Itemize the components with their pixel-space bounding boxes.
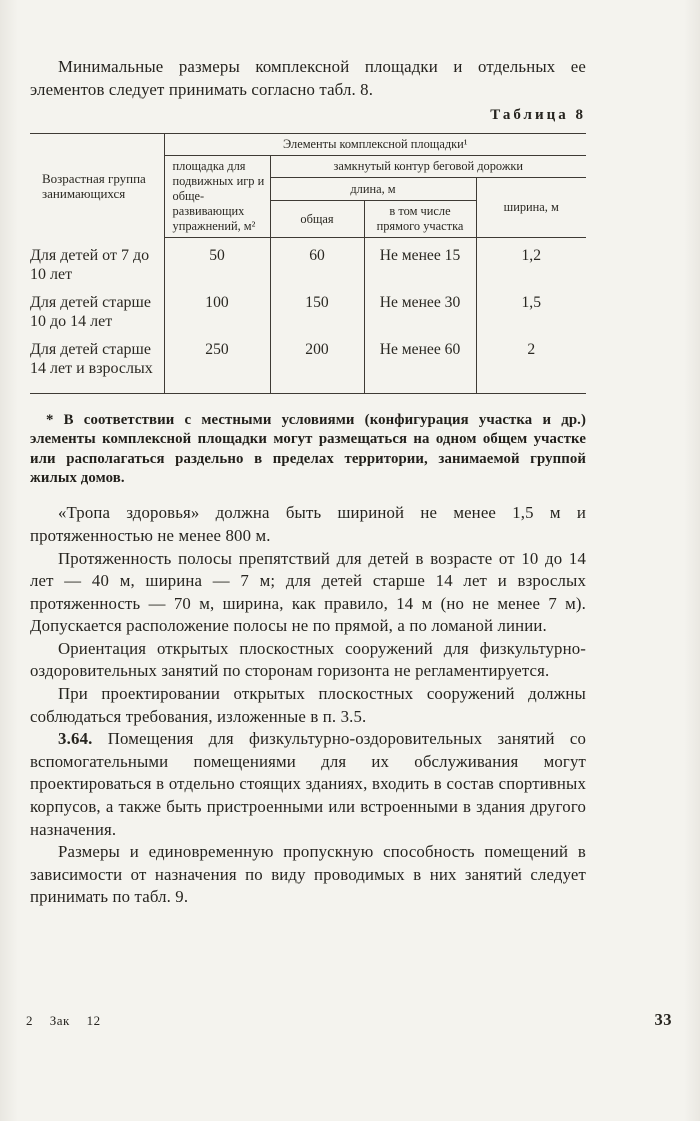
footnote: * В соответствии с местными условиями (конфигурация участка и др.) элементы комплексной площадки могут размещаться на одном общем участке или располагаться раздельно в пределах территории, занимаемой группой жилых домов. <box>30 411 586 486</box>
cell-total-length: 60 <box>270 238 364 285</box>
cell-straight-length: Не менее 60 <box>364 332 476 394</box>
dimensions-table <box>30 133 586 394</box>
page-number: 33 <box>654 1010 672 1029</box>
cell-age: Для детей от 7 до 10 лет <box>30 246 150 284</box>
paragraph: «Тропа здоровья» должна быть шириной не менее 1,5 м и протяженностью не менее 800 м. <box>30 503 586 545</box>
cell-width: 2 <box>476 332 586 394</box>
clause-number: 3.64. <box>58 729 93 749</box>
col-header-length: длина, м <box>270 178 476 201</box>
col-header-straight-section: в том числе прямого участка <box>364 201 476 238</box>
cell-total-length: 200 <box>270 332 364 394</box>
table-row <box>30 332 586 394</box>
cell-straight-length: Не менее 30 <box>364 285 476 332</box>
cell-age: Для детей старше 14 лет и взрослых <box>30 340 153 378</box>
col-header-age-group: Возрастная группа занимающихся <box>42 170 146 201</box>
cell-area: 250 <box>164 332 270 394</box>
paragraph: Размеры и единовременную пропускную способность помещений в зависимости от назначения по виду проводимых в них занятий следует принимать по табл. 9. <box>30 842 586 907</box>
header-row-group <box>30 134 586 156</box>
body-text <box>30 502 586 909</box>
col-header-elements-group: Элементы комплексной площадки¹ <box>164 134 586 156</box>
page-footer <box>26 1010 672 1030</box>
table-caption: Таблица 8 <box>490 107 586 124</box>
col-header-width: ширина, м <box>476 178 586 238</box>
paragraph: Протяженность полосы препятствий для детей в возрасте от 10 до 14 лет — 40 м, ширина — 7 м; для детей старше 14 лет и взрослых протяженность — 70 м, ширина, как правило, 14 м (но не менее 7 м). Допускается расположение полосы не по прямой, а по ломаной линии. <box>30 548 586 636</box>
cell-straight-length: Не менее 15 <box>364 238 476 285</box>
col-header-playground-area: площадка для подвижных игр и общеразвивающих упражнений, м² <box>164 156 270 238</box>
col-header-closed-loop: замкнутый контур беговой дорожки <box>270 156 586 178</box>
cell-total-length: 150 <box>270 285 364 332</box>
table-row <box>30 238 586 285</box>
clause-text: Помещения для физкультурно-оздоровительных занятий со вспомогательными помещениями для их обслуживания могут проектироваться в отдельно стоящих зданиях, входить в состав спортивных корпусов, а также быть пристроенными или встроенными в здания другого назначения. <box>30 729 586 839</box>
cell-age: Для детей старше 10 до 14 лет <box>30 293 151 331</box>
cell-width: 1,5 <box>476 285 586 332</box>
cell-area: 50 <box>164 238 270 285</box>
col-header-total: общая <box>270 201 364 238</box>
cell-width: 1,2 <box>476 238 586 285</box>
paragraph: Ориентация открытых плоскостных сооружений для физкультурно-оздоровительных занятий по сторонам горизонта не регламентируется. <box>30 638 586 681</box>
intro-paragraph: Минимальные размеры комплексной площадки и отдельных ее элементов следует принимать согласно табл. 8. <box>30 57 586 99</box>
print-signature: 2 Зак 12 <box>26 1013 101 1028</box>
cell-area: 100 <box>164 285 270 332</box>
paragraph: При проектировании открытых плоскостных сооружений должны соблюдаться требования, изложенные в п. 3.5. <box>30 684 586 726</box>
paragraph-3-64 <box>30 728 586 841</box>
table-row <box>30 285 586 332</box>
page-content <box>30 56 586 909</box>
